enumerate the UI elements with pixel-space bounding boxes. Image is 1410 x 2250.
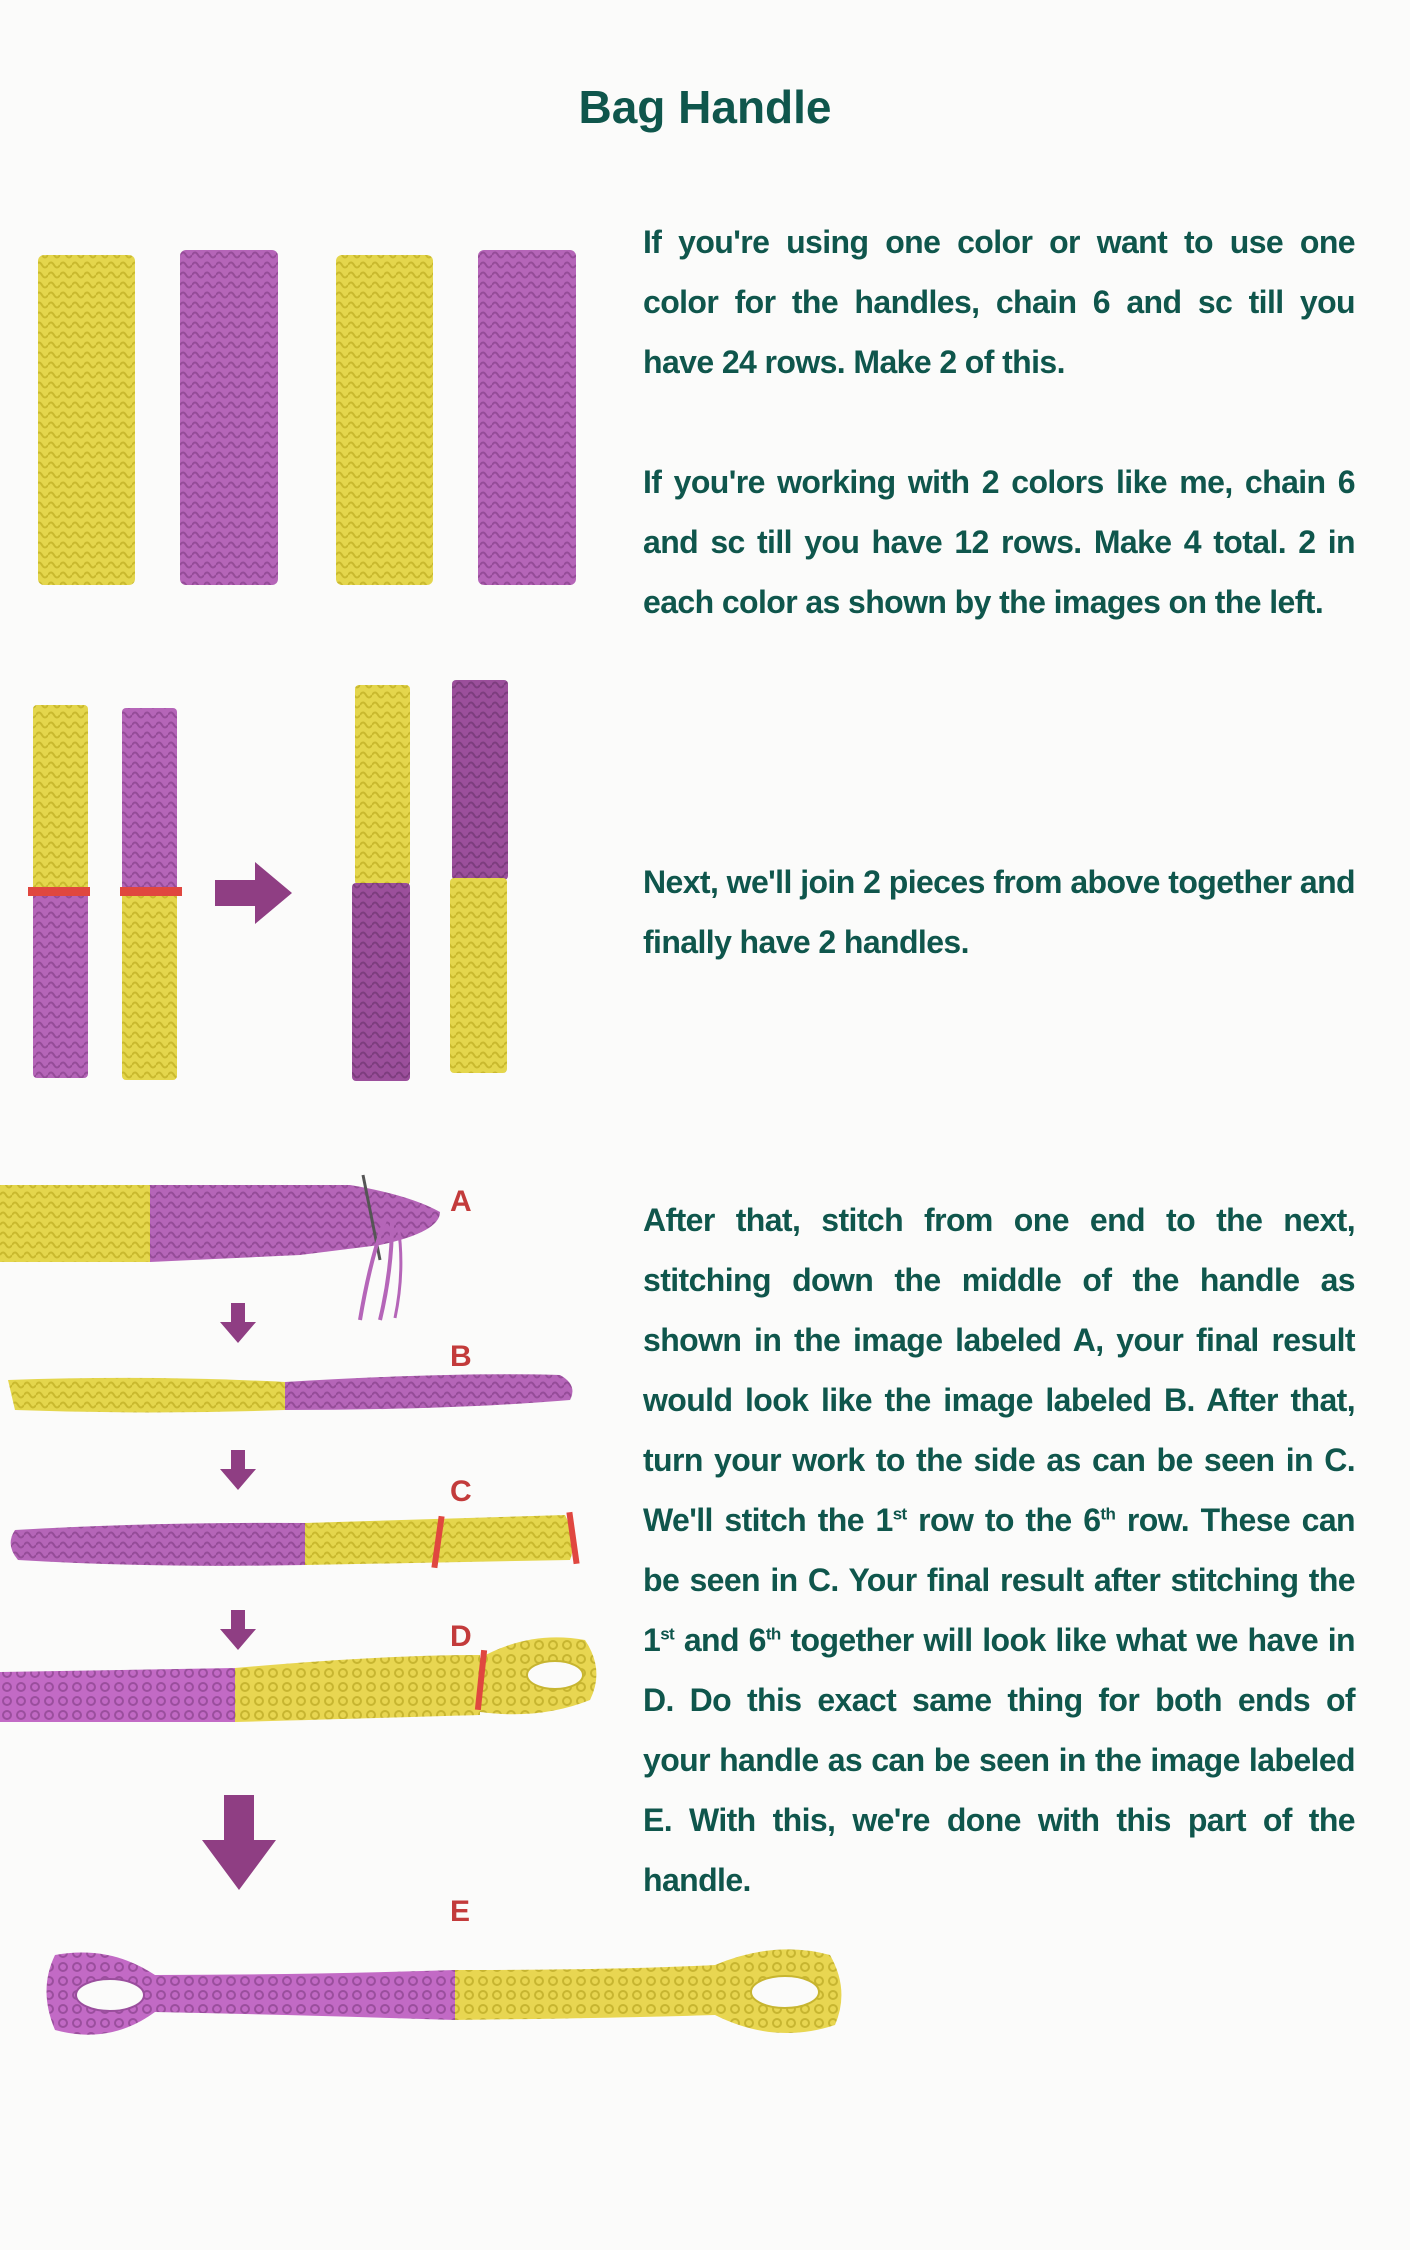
text-segment: and 6: [674, 1622, 766, 1658]
down-arrow-icon: [220, 1450, 256, 1490]
join-diagram: [28, 680, 508, 1081]
strip-yellow-top: [33, 705, 88, 892]
step-e-image: [47, 1949, 842, 2034]
strip-purple-bottom: [33, 892, 88, 1078]
step-label-d: D: [450, 1620, 472, 1653]
handle-yellow-top: [355, 685, 410, 885]
right-arrow-icon: [215, 862, 292, 924]
step-label-e: E: [450, 1895, 471, 1928]
yellow-swatch: [38, 255, 135, 585]
text-segment: together will look like what we have in D. Do this exact same thing for both ends of your handle as can be seen in the image labeled E. With this, we're done with this part of the handle.: [643, 1622, 1355, 1898]
step-d-image: [0, 1637, 596, 1722]
step-label-a: A: [450, 1185, 472, 1218]
down-arrow-icon: [202, 1795, 276, 1890]
paragraph-stitching: [643, 1190, 1355, 1910]
step-c-image: [11, 1512, 580, 1568]
superscript: st: [892, 1504, 907, 1524]
strip-purple-top: [122, 708, 177, 892]
handle-purple-bottom: [352, 883, 410, 1081]
paragraph-two-colors: If you're working with 2 colors like me, chain 6 and sc till you have 12 rows. Make 4 total. 2 in each color as shown by the images on the left.: [643, 464, 1355, 620]
step-label-c: C: [450, 1475, 472, 1508]
swatch-row: [38, 250, 576, 585]
strip-yellow-bottom: [122, 892, 177, 1080]
text-segment: row. These can be seen in C. Your final result after stitching the 1: [643, 1502, 1356, 1658]
join-marker: [120, 887, 182, 896]
step-a-image: [0, 1175, 440, 1320]
handle-yellow-bottom: [450, 878, 507, 1073]
join-marker: [28, 887, 90, 896]
yellow-swatch: [336, 255, 433, 585]
paragraph-join: Next, we'll join 2 pieces from above together and finally have 2 handles.: [643, 864, 1355, 960]
paragraph-one-color: If you're using one color or want to use one color for the handles, chain 6 and sc till you have 24 rows. Make 2 of this.: [643, 224, 1355, 380]
superscript: th: [765, 1624, 781, 1644]
down-arrow-icon: [220, 1610, 256, 1650]
text-segment: After that, stitch from one end to the next, stitching down the middle of the handle as shown in the image labeled A, your final result would look like the image labeled B. After that, turn your work to the side as can be seen in C. We'll stitch the 1: [643, 1202, 1355, 1538]
handle-purple-top: [452, 680, 508, 880]
purple-swatch: [478, 250, 576, 585]
superscript: th: [1100, 1504, 1116, 1524]
step-label-b: B: [450, 1340, 472, 1373]
purple-swatch: [180, 250, 278, 585]
step-b-image: [8, 1374, 572, 1412]
down-arrow-icon: [220, 1303, 256, 1343]
page-title: Bag Handle: [578, 81, 832, 133]
superscript: st: [660, 1624, 675, 1644]
text-segment: row to the 6: [906, 1502, 1101, 1538]
